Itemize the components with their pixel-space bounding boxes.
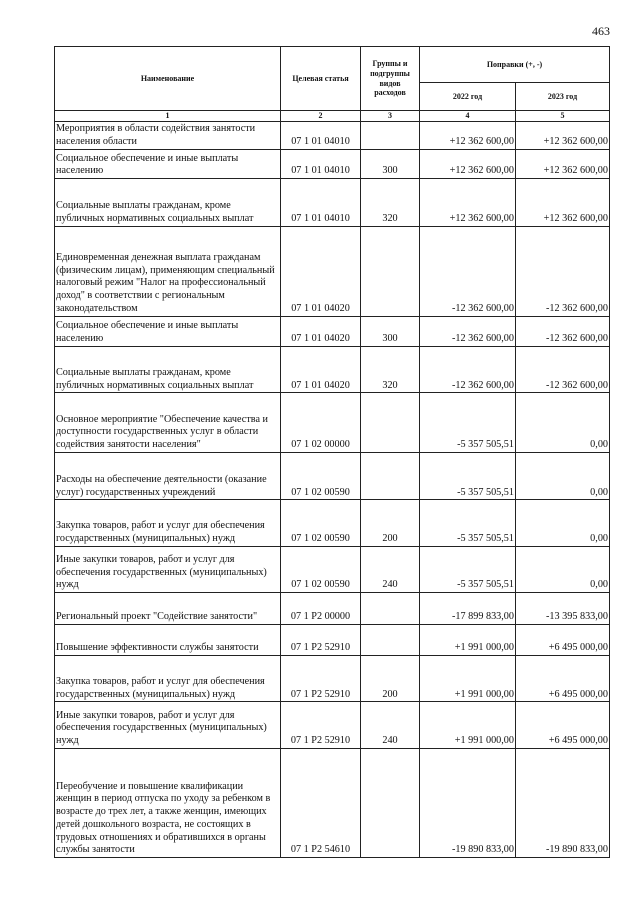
row-group — [361, 452, 420, 499]
row-value-2023: +12 362 600,00 — [516, 121, 610, 149]
row-name: Закупка товаров, работ и услуг для обеспечения государственных (муниципальных) нужд — [55, 500, 281, 546]
row-target-code: 07 1 01 04010 — [281, 149, 361, 178]
row-value-2023: +12 362 600,00 — [516, 149, 610, 178]
row-name: Иные закупки товаров, работ и услуг для обеспечения государственных (муниципальных) нужд — [55, 546, 281, 592]
budget-amendments-table — [54, 46, 610, 858]
row-value-2023: +6 495 000,00 — [516, 702, 610, 748]
col-number-4: 4 — [420, 111, 516, 122]
row-name: Иные закупки товаров, работ и услуг для обеспечения государственных (муниципальных) нужд — [55, 702, 281, 748]
row-value-2023: -12 362 600,00 — [516, 316, 610, 346]
header-name: Наименование — [55, 47, 281, 111]
row-value-2023: +6 495 000,00 — [516, 655, 610, 701]
row-value-2022: +1 991 000,00 — [420, 655, 516, 701]
row-target-code: 07 1 P2 54610 — [281, 748, 361, 857]
row-target-code: 07 1 P2 52910 — [281, 702, 361, 748]
row-target-code: 07 1 02 00590 — [281, 546, 361, 592]
table-row — [55, 149, 610, 178]
row-value-2022: -5 357 505,51 — [420, 500, 516, 546]
row-group: 320 — [361, 179, 420, 226]
table-row — [55, 624, 610, 655]
table-row — [55, 546, 610, 592]
row-value-2022: -17 899 833,00 — [420, 593, 516, 624]
row-name: Переобучение и повышение квалификации женщин в период отпуска по уходу за ребенком в возрасте до трех лет, а также женщин, имеющих детей дошкольного возраста, не состоящих в трудовых отношениях и обратившихся в органы службы занятости — [55, 748, 281, 857]
table-row — [55, 179, 610, 226]
row-name: Закупка товаров, работ и услуг для обеспечения государственных (муниципальных) нужд — [55, 655, 281, 701]
row-group — [361, 226, 420, 316]
header-groups: Группы и подгруппы видов расходов — [361, 47, 420, 111]
row-group — [361, 748, 420, 857]
row-value-2022: +12 362 600,00 — [420, 149, 516, 178]
row-value-2023: -12 362 600,00 — [516, 346, 610, 392]
row-value-2022: +12 362 600,00 — [420, 121, 516, 149]
table-row — [55, 393, 610, 453]
row-name: Социальные выплаты гражданам, кроме публичных нормативных социальных выплат — [55, 179, 281, 226]
row-name: Расходы на обеспечение деятельности (оказание услуг) государственных учреждений — [55, 452, 281, 499]
table-row — [55, 316, 610, 346]
row-name: Социальные выплаты гражданам, кроме публичных нормативных социальных выплат — [55, 346, 281, 392]
col-number-1: 1 — [55, 111, 281, 122]
row-value-2023: -13 395 833,00 — [516, 593, 610, 624]
row-group: 240 — [361, 702, 420, 748]
row-group — [361, 393, 420, 453]
row-target-code: 07 1 01 04020 — [281, 346, 361, 392]
table-row — [55, 500, 610, 546]
col-number-5: 5 — [516, 111, 610, 122]
row-name: Единовременная денежная выплата гражданам (физическим лицам), применяющим специальный налоговый режим "Налог на профессиональный доход" в соответствии с региональным законодательством — [55, 226, 281, 316]
row-target-code: 07 1 P2 52910 — [281, 655, 361, 701]
table-row — [55, 702, 610, 748]
row-value-2022: -12 362 600,00 — [420, 316, 516, 346]
row-target-code: 07 1 P2 52910 — [281, 624, 361, 655]
row-value-2023: -12 362 600,00 — [516, 226, 610, 316]
row-group — [361, 121, 420, 149]
header-year-2023: 2023 год — [516, 83, 610, 111]
row-name: Социальное обеспечение и иные выплаты населению — [55, 316, 281, 346]
row-name: Основное мероприятие "Обеспечение качества и доступности государственных услуг в области содействия занятости населения" — [55, 393, 281, 453]
table-row — [55, 593, 610, 624]
table-row — [55, 655, 610, 701]
row-value-2023: -19 890 833,00 — [516, 748, 610, 857]
table-row — [55, 452, 610, 499]
col-number-3: 3 — [361, 111, 420, 122]
row-target-code: 07 1 01 04020 — [281, 316, 361, 346]
col-number-2: 2 — [281, 111, 361, 122]
table-row — [55, 121, 610, 149]
row-value-2022: -5 357 505,51 — [420, 546, 516, 592]
row-value-2022: +1 991 000,00 — [420, 624, 516, 655]
row-group: 300 — [361, 149, 420, 178]
row-name: Региональный проект "Содействие занятости" — [55, 593, 281, 624]
row-group: 320 — [361, 346, 420, 392]
row-value-2022: +1 991 000,00 — [420, 702, 516, 748]
row-value-2022: +12 362 600,00 — [420, 179, 516, 226]
table-row — [55, 226, 610, 316]
table-row — [55, 346, 610, 392]
header-target: Целевая статья — [281, 47, 361, 111]
row-value-2022: -5 357 505,51 — [420, 393, 516, 453]
row-value-2022: -5 357 505,51 — [420, 452, 516, 499]
row-group: 240 — [361, 546, 420, 592]
row-value-2023: +12 362 600,00 — [516, 179, 610, 226]
table-row — [55, 748, 610, 857]
budget-table-container — [54, 46, 609, 858]
row-target-code: 07 1 01 04010 — [281, 121, 361, 149]
row-target-code: 07 1 02 00590 — [281, 500, 361, 546]
row-value-2022: -12 362 600,00 — [420, 226, 516, 316]
row-value-2023: 0,00 — [516, 393, 610, 453]
row-name: Повышение эффективности службы занятости — [55, 624, 281, 655]
row-value-2023: 0,00 — [516, 452, 610, 499]
row-group — [361, 624, 420, 655]
row-value-2023: +6 495 000,00 — [516, 624, 610, 655]
row-value-2022: -12 362 600,00 — [420, 346, 516, 392]
header-year-2022: 2022 год — [420, 83, 516, 111]
row-name: Мероприятия в области содействия занятости населения области — [55, 121, 281, 149]
header-amendments: Поправки (+, -) — [420, 47, 610, 83]
row-value-2023: 0,00 — [516, 546, 610, 592]
row-value-2022: -19 890 833,00 — [420, 748, 516, 857]
row-group: 300 — [361, 316, 420, 346]
row-target-code: 07 1 02 00590 — [281, 452, 361, 499]
row-target-code: 07 1 01 04010 — [281, 179, 361, 226]
row-group: 200 — [361, 655, 420, 701]
row-target-code: 07 1 02 00000 — [281, 393, 361, 453]
row-target-code: 07 1 P2 00000 — [281, 593, 361, 624]
row-group — [361, 593, 420, 624]
row-name: Социальное обеспечение и иные выплаты населению — [55, 149, 281, 178]
row-group: 200 — [361, 500, 420, 546]
row-target-code: 07 1 01 04020 — [281, 226, 361, 316]
row-value-2023: 0,00 — [516, 500, 610, 546]
page-number: 463 — [592, 24, 610, 38]
